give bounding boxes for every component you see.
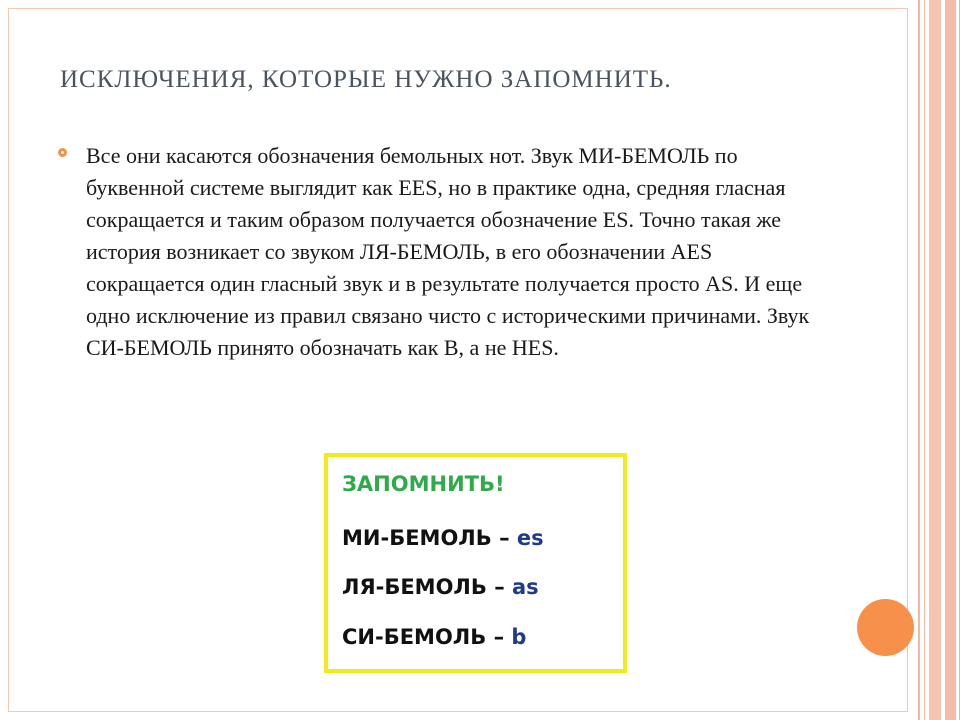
- stripe-line: [918, 0, 920, 720]
- orange-circle-decoration: [857, 599, 914, 656]
- memo-item-mi-flat: [342, 526, 544, 550]
- memo-item-name: СИ-БЕМОЛЬ: [342, 625, 487, 649]
- memo-item-note: es: [516, 526, 544, 550]
- slide-title: ИСКЛЮЧЕНИЯ, КОТОРЫЕ НУЖНО ЗАПОМНИТЬ.: [60, 66, 672, 93]
- bullet-text: Все они касаются обозначения бемольных нот. Звук МИ-БЕМОЛЬ по буквенной системе выглядит как EES, но в практике одна, средняя гласная сокращается и таким образом получается обозначение ES. Точно такая же история возникает со звуком ЛЯ-БЕМОЛЬ, в его обозначении AES сокращается один гласный звук и в результате получается просто AS. И еще одно исключение из правил связано чисто с историческими причинами. Звук СИ-БЕМОЛЬ принято обозначать как B, а не HES.: [86, 143, 810, 360]
- memo-item-dash: –: [494, 575, 505, 599]
- bullet-item: [56, 140, 836, 364]
- memo-item-dash: –: [499, 526, 510, 550]
- memo-item-note: as: [512, 575, 539, 599]
- stripe-line: [924, 0, 925, 720]
- memo-item-name: МИ-БЕМОЛЬ: [342, 526, 492, 550]
- memo-item-si-flat: [342, 625, 526, 649]
- ring-bullet-icon: [58, 148, 67, 157]
- stripe-band: [929, 0, 940, 720]
- memo-item-la-flat: [342, 575, 539, 599]
- memo-heading: ЗАПОМНИТЬ!: [342, 472, 505, 496]
- stripe-band: [945, 0, 956, 720]
- memo-item-dash: –: [493, 625, 505, 649]
- decorative-stripes: [910, 0, 960, 720]
- memo-box: [324, 453, 627, 673]
- memo-item-name: ЛЯ-БЕМОЛЬ: [342, 575, 487, 599]
- memo-item-note: b: [511, 625, 527, 649]
